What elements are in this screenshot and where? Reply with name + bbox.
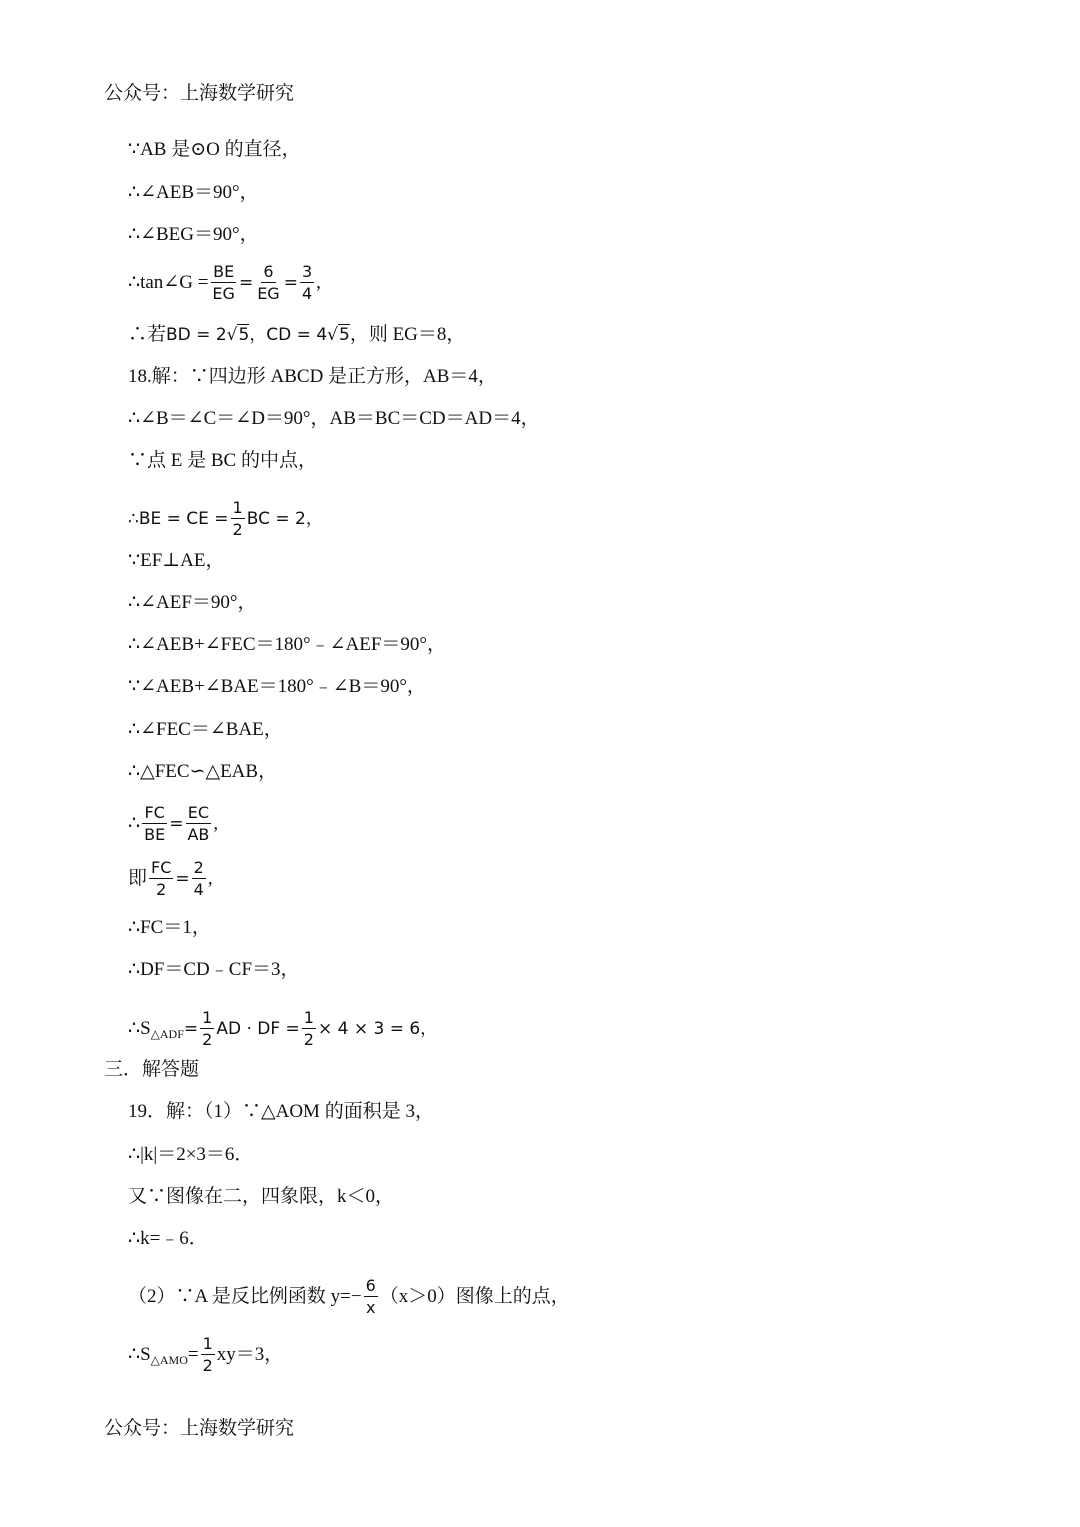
fraction: $\frac{1}{2}$ (202, 1334, 213, 1375)
math-text: BD = 2 (166, 325, 227, 345)
line-prefix: ∴S (128, 1017, 151, 1039)
solution-line-tangent (128, 262, 321, 303)
solution-line: ∵EF⊥AE， (128, 550, 225, 571)
page-footer: 公众号：上海数学研究 (104, 1418, 295, 1439)
math-text: AD · DF = (216, 1018, 300, 1039)
solution-line-midpoint (128, 498, 323, 539)
sqrt: √5 (327, 325, 350, 345)
solution-line-ratio (128, 858, 213, 899)
fraction: $\frac{BE}{EG}$ (212, 262, 235, 303)
equals-sign: = (175, 868, 190, 889)
math-text: ∴BE = CE = (128, 508, 229, 529)
solution-line: ∴∠AEB+∠FEC＝180°﹣∠AEF＝90°， (128, 634, 446, 655)
solution-line-area (128, 1334, 283, 1375)
punctuation: , (316, 271, 321, 293)
punctuation: , (213, 812, 219, 834)
solution-line-function (128, 1276, 570, 1317)
equals-sign: = (238, 272, 254, 293)
line-suffix: ，则 EG＝8， (349, 324, 466, 345)
line-prefix: ∴S (128, 1343, 151, 1365)
math-text: ，CD = 4 (249, 325, 328, 345)
solution-line: ∴k=﹣6． (128, 1228, 208, 1249)
math-text: × 4 × 3 = 6， (317, 1018, 438, 1039)
solution-line: ∴DF＝CD﹣CF＝3， (128, 959, 300, 980)
equals-sign: = (169, 813, 184, 834)
fraction: $\frac{FC}{BE}$ (144, 803, 166, 844)
solution-line-ratio (128, 803, 218, 844)
solution-line: ∴∠B＝∠C＝∠D＝90°，AB＝BC＝CD＝AD＝4， (128, 408, 540, 429)
sqrt: √5 (226, 325, 250, 345)
section-heading: 三．解答题 (104, 1059, 200, 1080)
fraction: $\frac{6}{x}$ (365, 1276, 376, 1317)
solution-line: ∴∠BEG＝90°， (128, 224, 259, 245)
equals-sign: = (283, 272, 298, 293)
fraction: $\frac{1}{2}$ (303, 1008, 314, 1049)
line-prefix: （2）∵A 是反比例函数 y=− (128, 1285, 362, 1307)
line-prefix: 即 (128, 867, 148, 889)
solution-line: 19．解：（1）∵△AOM 的面积是 3， (128, 1101, 434, 1122)
fraction: $\frac{EC}{AB}$ (187, 803, 210, 844)
math-text: BC = 2， (246, 508, 323, 529)
equals-sign: = (187, 1343, 199, 1365)
punctuation: , (207, 867, 213, 889)
fraction: $\frac{1}{2}$ (202, 1008, 213, 1049)
solution-line: 18.解：∵四边形 ABCD 是正方形，AB＝4， (128, 366, 497, 387)
solution-line: ∵AB 是⊙O 的直径， (128, 139, 301, 160)
fraction: $\frac{3}{4}$ (301, 262, 313, 303)
fraction: $\frac{2}{4}$ (193, 858, 204, 899)
solution-line: ∴∠FEC＝∠BAE， (128, 719, 283, 740)
solution-line: ∴△FEC∽△EAB， (128, 761, 278, 782)
solution-line: ∴|k|＝2×3＝6． (128, 1144, 254, 1165)
solution-line: ∵∠AEB+∠BAE＝180°﹣∠B＝90°， (128, 676, 426, 697)
line-suffix: （x＞0）图像上的点， (379, 1285, 570, 1307)
solution-line-area (128, 1008, 437, 1049)
subscript: △AMO (150, 1352, 188, 1367)
solution-line: 又∵图像在二，四象限，k＜0， (128, 1186, 395, 1207)
line-prefix: ∴tan∠G = (128, 271, 209, 293)
equals-sign: = (183, 1018, 199, 1039)
fraction: $\frac{1}{2}$ (232, 498, 243, 539)
page-header: 公众号：上海数学研究 (104, 83, 295, 104)
line-prefix: ∴若 (128, 324, 167, 345)
fraction: $\frac{FC}{2}$ (151, 858, 172, 899)
solution-line: ∴FC＝1， (128, 917, 211, 938)
solution-line: ∴∠AEB＝90°， (128, 182, 259, 203)
solution-line: ∵点 E 是 BC 的中点， (128, 450, 317, 471)
subscript: △ADF (150, 1026, 184, 1041)
fraction: $\frac{6}{EG}$ (257, 262, 280, 303)
line-suffix: xy＝3， (216, 1343, 284, 1365)
line-prefix: ∴ (128, 812, 141, 834)
solution-line-sqrt (128, 322, 465, 348)
solution-line: ∴∠AEF＝90°， (128, 592, 257, 613)
